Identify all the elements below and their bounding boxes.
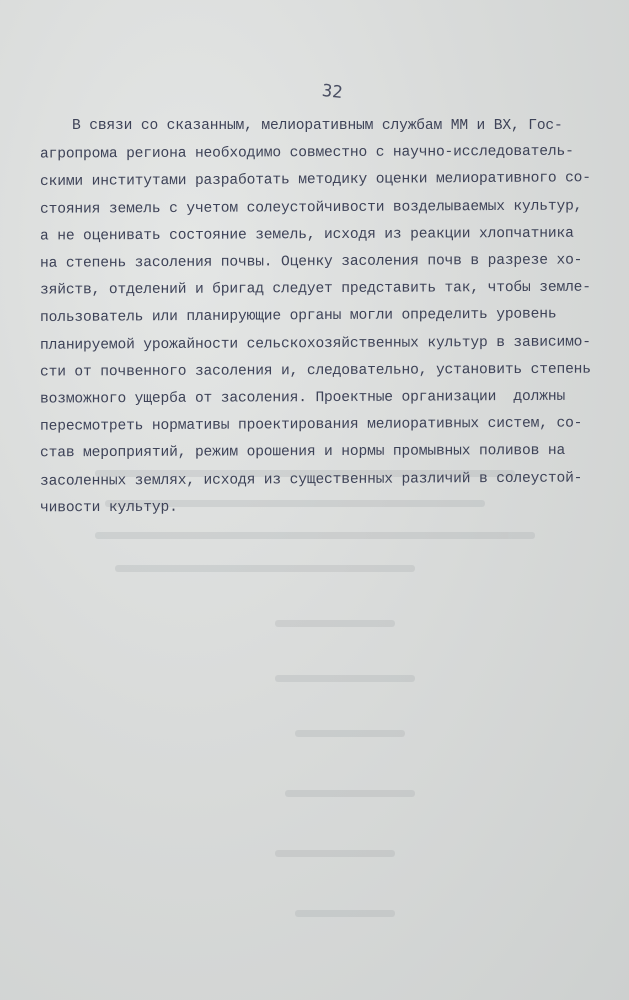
text-line: стояния земель с учетом солеустойчивости возделываемых культур, xyxy=(40,198,583,218)
text-line: а не оценивать состояние земель, исходя из реакции хлопчатника xyxy=(40,225,574,245)
text-line: планируемой урожайности сельскохозяйственных культур в зависимо- xyxy=(40,334,591,354)
text-line: чивости культур. xyxy=(40,499,178,517)
body-paragraph xyxy=(40,113,620,521)
text-line: пользователь или планирующие органы могли определить уровень xyxy=(40,306,557,327)
text-line: В связи со сказанным, мелиоративным службам ММ и ВХ, Гос- xyxy=(72,118,563,134)
text-line: скими институтами разработать методику оценки мелиоративного со- xyxy=(40,170,591,191)
page-number: 32 xyxy=(321,80,344,104)
text-line: засоленных землях, исходя из существенных различий в солеустой- xyxy=(40,470,583,490)
text-line: став мероприятий, режим орошения и нормы промывных поливов на xyxy=(40,443,566,462)
text-line: сти от почвенного засоления и, следовательно, установить степень xyxy=(40,361,591,381)
text-line: агропрома региона необходимо совместно с научно-исследователь- xyxy=(40,143,574,163)
text-line: возможного ущерба от засоления. Проектные организации должны xyxy=(40,388,566,408)
text-line: на степень засоления почвы. Оценку засоления почв в разрезе хо- xyxy=(40,252,583,272)
bleed-through-shadow xyxy=(95,470,545,940)
text-line: пересмотреть нормативы проектирования мелиоративных систем, со- xyxy=(40,415,583,436)
text-line: зяйств, отделений и бригад следует представить так, чтобы земле- xyxy=(40,279,591,299)
